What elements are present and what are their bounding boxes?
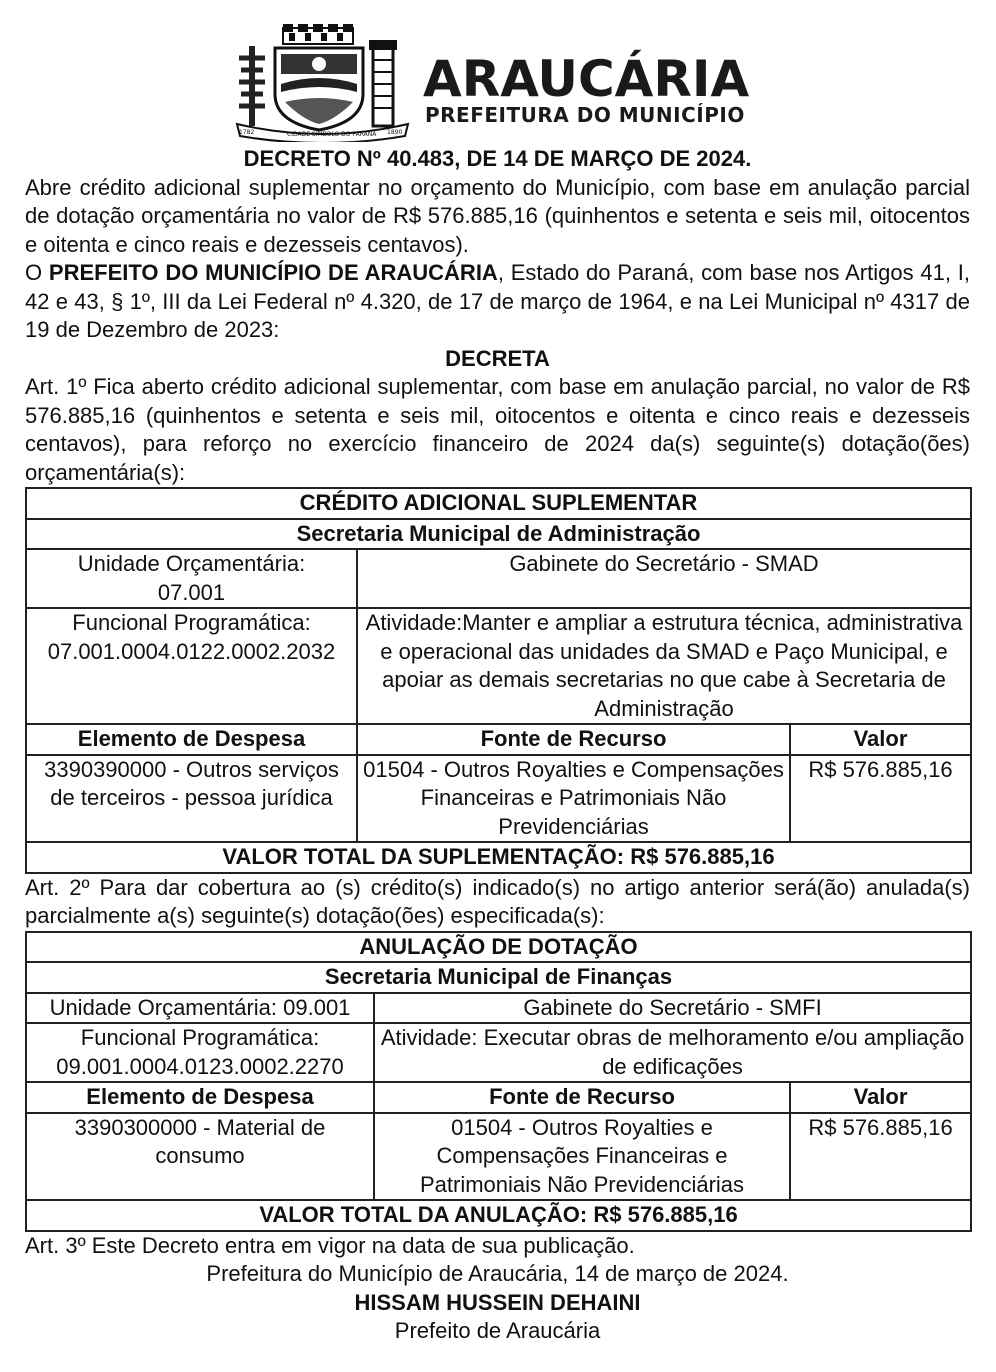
annulment-valor: R$ 576.885,16 [790,1113,971,1201]
credit-unidade-label-cell [26,549,357,608]
article-3: Art. 3º Este Decreto entra em vigor na data de sua publicação. [25,1232,635,1258]
annulment-unidade-value: Gabinete do Secretário - SMFI [374,993,971,1024]
credit-total: VALOR TOTAL DA SUPLEMENTAÇÃO: R$ 576.885,16 [26,842,971,873]
decree-preamble [25,259,970,345]
credit-funcional-label: Funcional Programática: [72,610,311,635]
credit-valor: R$ 576.885,16 [790,755,971,843]
decree-title: DECRETO Nº 40.483, DE 14 DE MARÇO DE 2024. [243,146,752,171]
header [25,0,970,145]
credit-elemento: 3390390000 - Outros serviços de terceiros - pessoa jurídica [26,755,357,843]
credit-col-elemento: Elemento de Despesa [26,724,357,755]
preamble-start: O [25,260,49,285]
article-1: Art. 1º Fica aberto crédito adicional suplementar, com base em anulação parcial, no valor de R$ 576.885,16 (quinhentos e setenta e seis mil, oitocentos e oitenta e cinco reais e dezesseis centavos), para reforço no exercício financeiro de 2024 da(s) seguinte(s) dotação(ões) orçamentária(s): [25,374,970,485]
credit-col-valor: Valor [790,724,971,755]
credit-funcional-value: Atividade:Manter e ampliar a estrutura técnica, administrativa e operacional das unidades da SMAD e Paço Municipal, e apoiar as demais secretarias no que cabe à Secretaria de Administração [357,608,971,724]
credit-table-secretaria: Secretaria Municipal de Administração [26,519,971,550]
annulment-fonte: 01504 - Outros Royalties e Compensações Financeiras e Patrimoniais Não Previdenciárias [374,1113,790,1201]
decreta-heading: DECRETA [445,345,550,371]
place-date: Prefeitura do Município de Araucária, 14 de março de 2024. [206,1261,789,1286]
coat-of-arms-icon [235,24,410,142]
annulment-unidade-label: Unidade Orçamentária: 09.001 [26,993,374,1024]
credit-table [25,487,972,874]
credit-funcional-label-cell [26,608,357,724]
annulment-col-fonte: Fonte de Recurso [374,1082,790,1113]
credit-unidade-value: Gabinete do Secretário - SMAD [357,549,971,608]
brand [423,50,750,127]
brand-subtitle: PREFEITURA DO MUNICÍPIO [425,103,745,127]
annulment-funcional-code: 09.001.0004.0123.0002.2270 [56,1053,344,1079]
decree-summary: Abre crédito adicional suplementar no orçamento do Município, com base em anulação parcial de dotação orçamentária no valor de R$ 576.885,16 (quinhentos e setenta e seis mil, oitocentos e oitenta e cinco reais e dezesseis centavos). [25,174,970,257]
decree-page [25,0,970,1346]
annulment-col-valor: Valor [790,1082,971,1113]
credit-table-title: CRÉDITO ADICIONAL SUPLEMENTAR [26,488,971,519]
credit-funcional-code: 07.001.0004.0122.0002.2032 [47,638,336,664]
annulment-funcional-value: Atividade: Executar obras de melhoramento e/ou ampliação de edificações [374,1023,971,1082]
preamble-bold: PREFEITO DO MUNICÍPIO DE ARAUCÁRIA [48,260,498,285]
crest-year-right: 1890 [387,129,403,136]
credit-unidade-code: 07.001 [157,579,226,605]
signer-title: Prefeito de Araucária [394,1318,601,1343]
article-2: Art. 2º Para dar cobertura ao (s) crédito(s) indicado(s) no artigo anterior será(ão) anulada(s) parcialmente a(s) seguinte(s) dotação(ões) especificada(s): [25,874,970,928]
credit-col-fonte: Fonte de Recurso [357,724,790,755]
annulment-elemento: 3390300000 - Material de consumo [26,1113,374,1201]
annulment-table [25,931,972,1232]
annulment-table-secretaria: Secretaria Municipal de Finanças [26,962,971,993]
annulment-funcional-label: Funcional Programática: [80,1025,320,1050]
annulment-table-title: ANULAÇÃO DE DOTAÇÃO [26,932,971,963]
annulment-funcional-label-cell [26,1023,374,1082]
crest-banner-text: CIDADE SÍMBOLO DO PARANÁ [287,131,377,138]
brand-name: ARAUCÁRIA [423,50,750,108]
annulment-total: VALOR TOTAL DA ANULAÇÃO: R$ 576.885,16 [26,1200,971,1231]
annulment-col-elemento: Elemento de Despesa [26,1082,374,1113]
preamble-rest: , Estado do Paraná, com base nos Artigos 41, I, 42 e 43, § 1º, III da Lei Federal nº 4.320, de 17 de março de 1964, e na Lei Municipal nº 4317 de 19 de Dezembro de 2023: [25,260,970,342]
crest-year-left: 1782 [239,129,255,136]
credit-fonte: 01504 - Outros Royalties e Compensações Financeiras e Patrimoniais Não Previdenciárias [357,755,790,843]
credit-unidade-label: Unidade Orçamentária: [77,551,306,576]
signer-name: HISSAM HUSSEIN DEHAINI [354,1289,641,1315]
